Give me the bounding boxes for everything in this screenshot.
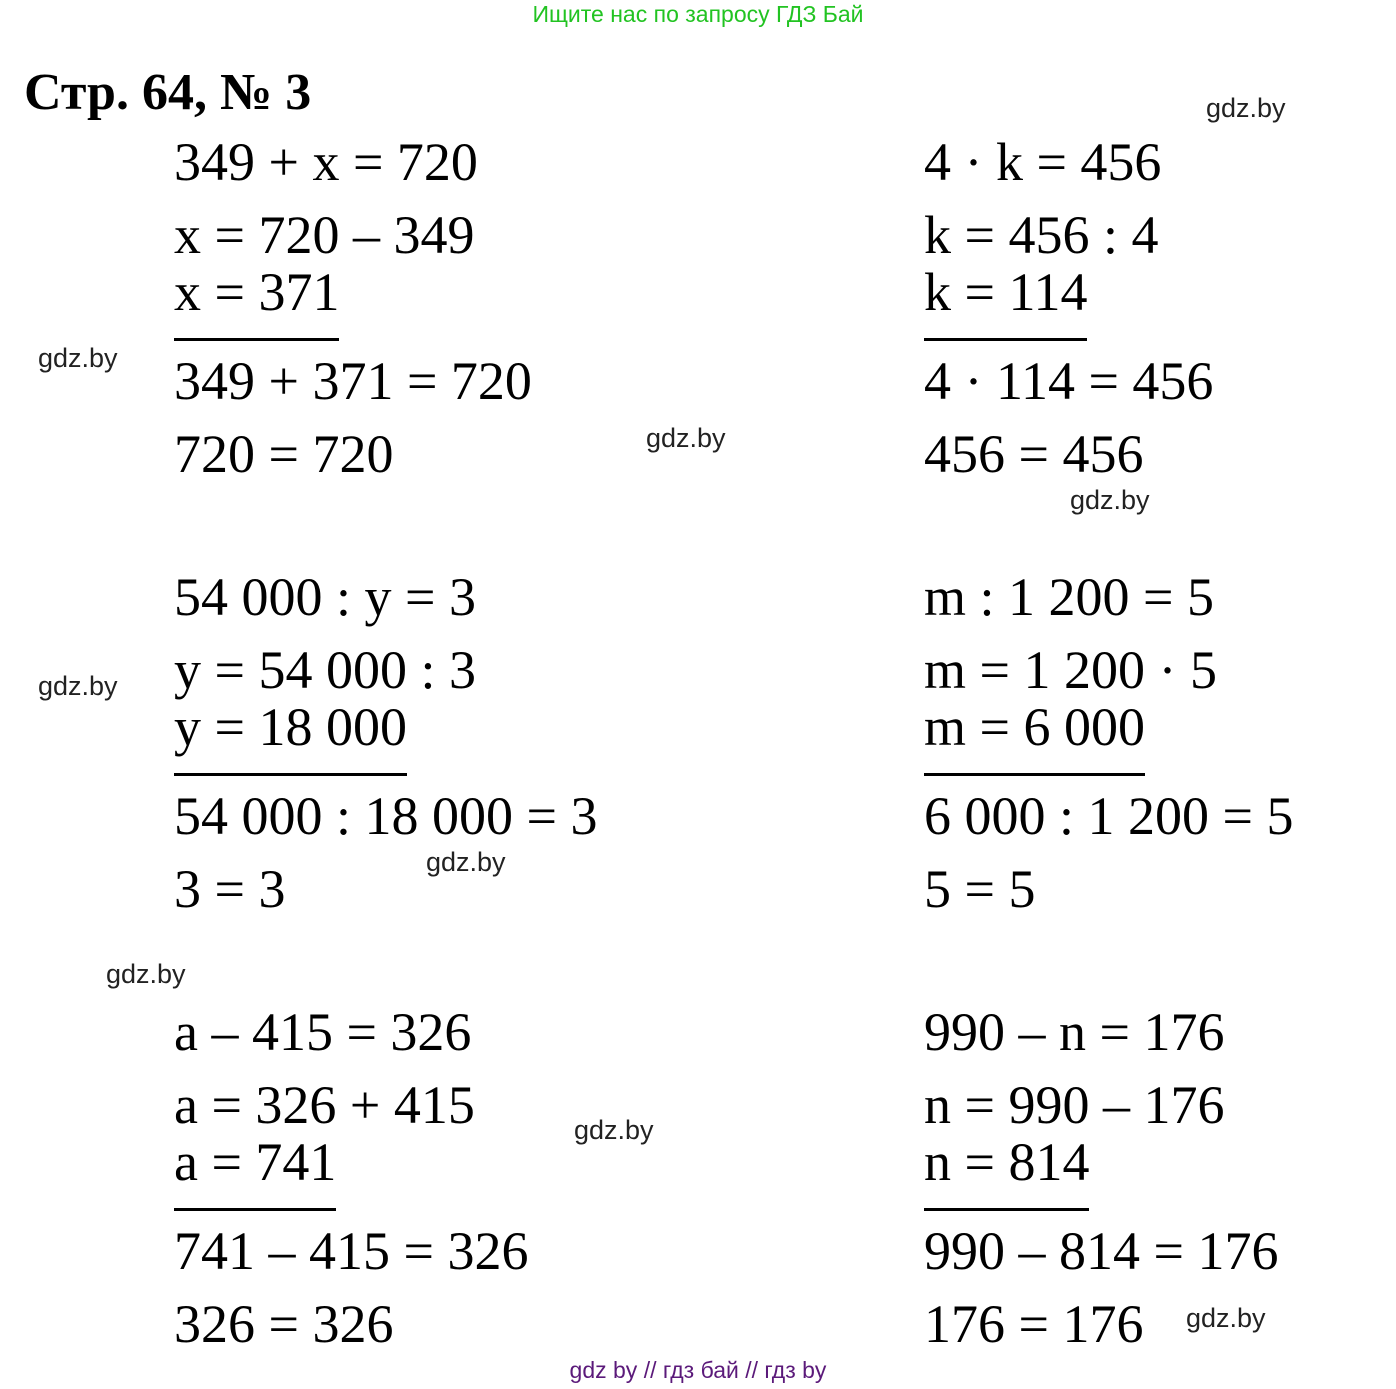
watermark: gdz.by	[646, 423, 726, 453]
check-line: 741 – 415 = 326	[174, 1221, 529, 1281]
answer-line: n = 814	[924, 1135, 1089, 1211]
watermark: gdz.by	[38, 671, 118, 701]
equation-line: m : 1 200 = 5	[924, 567, 1214, 627]
check-result-line: 720 = 720	[174, 424, 394, 484]
equation-line: n = 990 – 176	[924, 1075, 1225, 1135]
solution-k	[924, 126, 1213, 491]
equation-line: 4 · k = 456	[924, 132, 1162, 192]
check-result-line: 5 = 5	[924, 859, 1036, 919]
check-result-line: 176 = 176	[924, 1294, 1144, 1354]
top-banner: Ищите нас по запросу ГДЗ Бай	[532, 1, 864, 27]
equation-line: y = 54 000 : 3	[174, 640, 476, 700]
answer-line: k = 114	[924, 265, 1087, 341]
solution-m	[924, 561, 1293, 926]
watermark: gdz.by	[38, 343, 118, 373]
watermark: gdz.by	[1206, 93, 1286, 123]
answer-line: m = 6 000	[924, 700, 1145, 776]
watermark: gdz.by	[1070, 485, 1150, 515]
check-result-line: 3 = 3	[174, 859, 286, 919]
check-line: 990 – 814 = 176	[924, 1221, 1279, 1281]
footer-links: gdz by // гдз бай // гдз by	[569, 1357, 827, 1383]
answer-line: a = 741	[174, 1135, 336, 1211]
equation-line: a = 326 + 415	[174, 1075, 475, 1135]
watermark: gdz.by	[1186, 1303, 1266, 1333]
equation-line: k = 456 : 4	[924, 205, 1159, 265]
answer-line: x = 371	[174, 265, 339, 341]
solution-x	[174, 126, 532, 491]
watermark: gdz.by	[426, 847, 506, 877]
check-line: 54 000 : 18 000 = 3	[174, 786, 598, 846]
equation-line: 54 000 : y = 3	[174, 567, 476, 627]
check-line: 4 · 114 = 456	[924, 351, 1214, 411]
watermark: gdz.by	[106, 959, 186, 989]
check-line: 6 000 : 1 200 = 5	[924, 786, 1294, 846]
watermark: gdz.by	[574, 1115, 654, 1145]
page-title: Стр. 64, № 3	[24, 64, 312, 121]
check-result-line: 456 = 456	[924, 424, 1144, 484]
equation-line: 349 + x = 720	[174, 132, 478, 192]
solution-y	[174, 561, 597, 926]
solution-a	[174, 996, 528, 1361]
equation-line: a – 415 = 326	[174, 1002, 472, 1062]
equation-line: x = 720 – 349	[174, 205, 475, 265]
answer-line: y = 18 000	[174, 700, 407, 776]
equation-line: 990 – n = 176	[924, 1002, 1225, 1062]
check-result-line: 326 = 326	[174, 1294, 394, 1354]
equation-line: m = 1 200 · 5	[924, 640, 1217, 700]
check-line: 349 + 371 = 720	[174, 351, 532, 411]
